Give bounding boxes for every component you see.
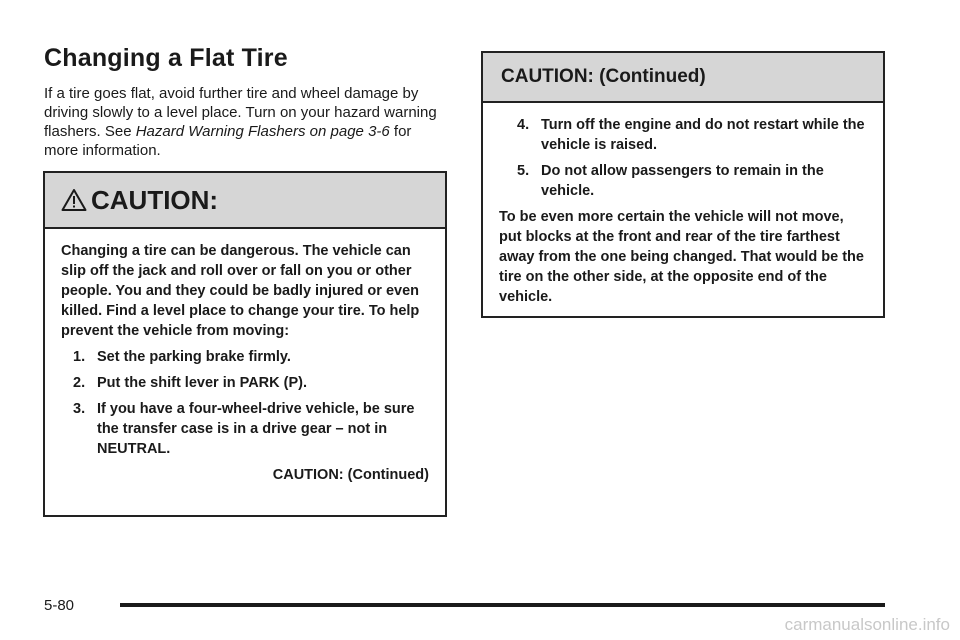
list-item [61, 399, 429, 459]
step-number: 3. [73, 401, 86, 417]
caution-paragraph-continued: To be even more certain the vehicle will not move, put blocks at the front and rear of the tire farthest away from the one being changed. That would be the tire on the other side, at the opposite end of the vehicle. [499, 209, 864, 305]
footer-divider [120, 603, 885, 607]
caution-header-right [483, 53, 883, 103]
step-text: Turn off the engine and do not restart while the vehicle is raised. [541, 117, 865, 153]
caution-body-right [483, 103, 883, 307]
caution-body-left [45, 229, 445, 485]
step-number: 5. [517, 163, 530, 179]
step-number: 1. [73, 349, 86, 365]
step-text: If you have a four-wheel-drive vehicle, be sure the transfer case is in a drive gear – not in NEUTRAL. [97, 401, 415, 457]
list-item [499, 115, 867, 155]
intro-text-end: for more information. [44, 123, 412, 159]
step-number: 2. [73, 375, 86, 391]
warning-triangle-icon [61, 188, 87, 212]
intro-paragraph [44, 84, 444, 160]
caution-box-left [43, 171, 447, 517]
caution-paragraph: Changing a tire can be dangerous. The vehicle can slip off the jack and roll over or fall on you or other people. You and they could be badly injured or even killed. Find a level place to change your tire. To help prevent the vehicle from moving: [61, 243, 420, 339]
page-number: 5-80 [44, 597, 75, 614]
list-item [61, 347, 429, 367]
intro-text: If a tire goes flat, avoid further tire and wheel damage by driving slowly to a level place. Turn on your hazard warning flashers. See [44, 85, 437, 140]
step-text: Do not allow passengers to remain in the vehicle. [541, 163, 824, 199]
caution-steps-list-continued [499, 115, 867, 201]
watermark: carmanualsonline.info [784, 615, 950, 634]
step-text: Put the shift lever in PARK (P). [97, 375, 308, 391]
caution-continued-heading: CAUTION: (Continued) [501, 66, 706, 87]
caution-heading: CAUTION: [91, 184, 219, 215]
caution-continued-label: CAUTION: (Continued) [272, 467, 429, 483]
list-item [499, 161, 867, 201]
caution-header-left [45, 173, 445, 229]
step-text: Set the parking brake firmly. [97, 349, 291, 365]
hazard-flashers-reference-link[interactable]: Hazard Warning Flashers on page 3-6 [135, 123, 390, 140]
caution-box-right [481, 51, 885, 318]
step-number: 4. [517, 117, 530, 133]
list-item [61, 373, 429, 393]
page-title: Changing a Flat Tire [44, 44, 288, 72]
caution-steps-list [61, 347, 429, 459]
